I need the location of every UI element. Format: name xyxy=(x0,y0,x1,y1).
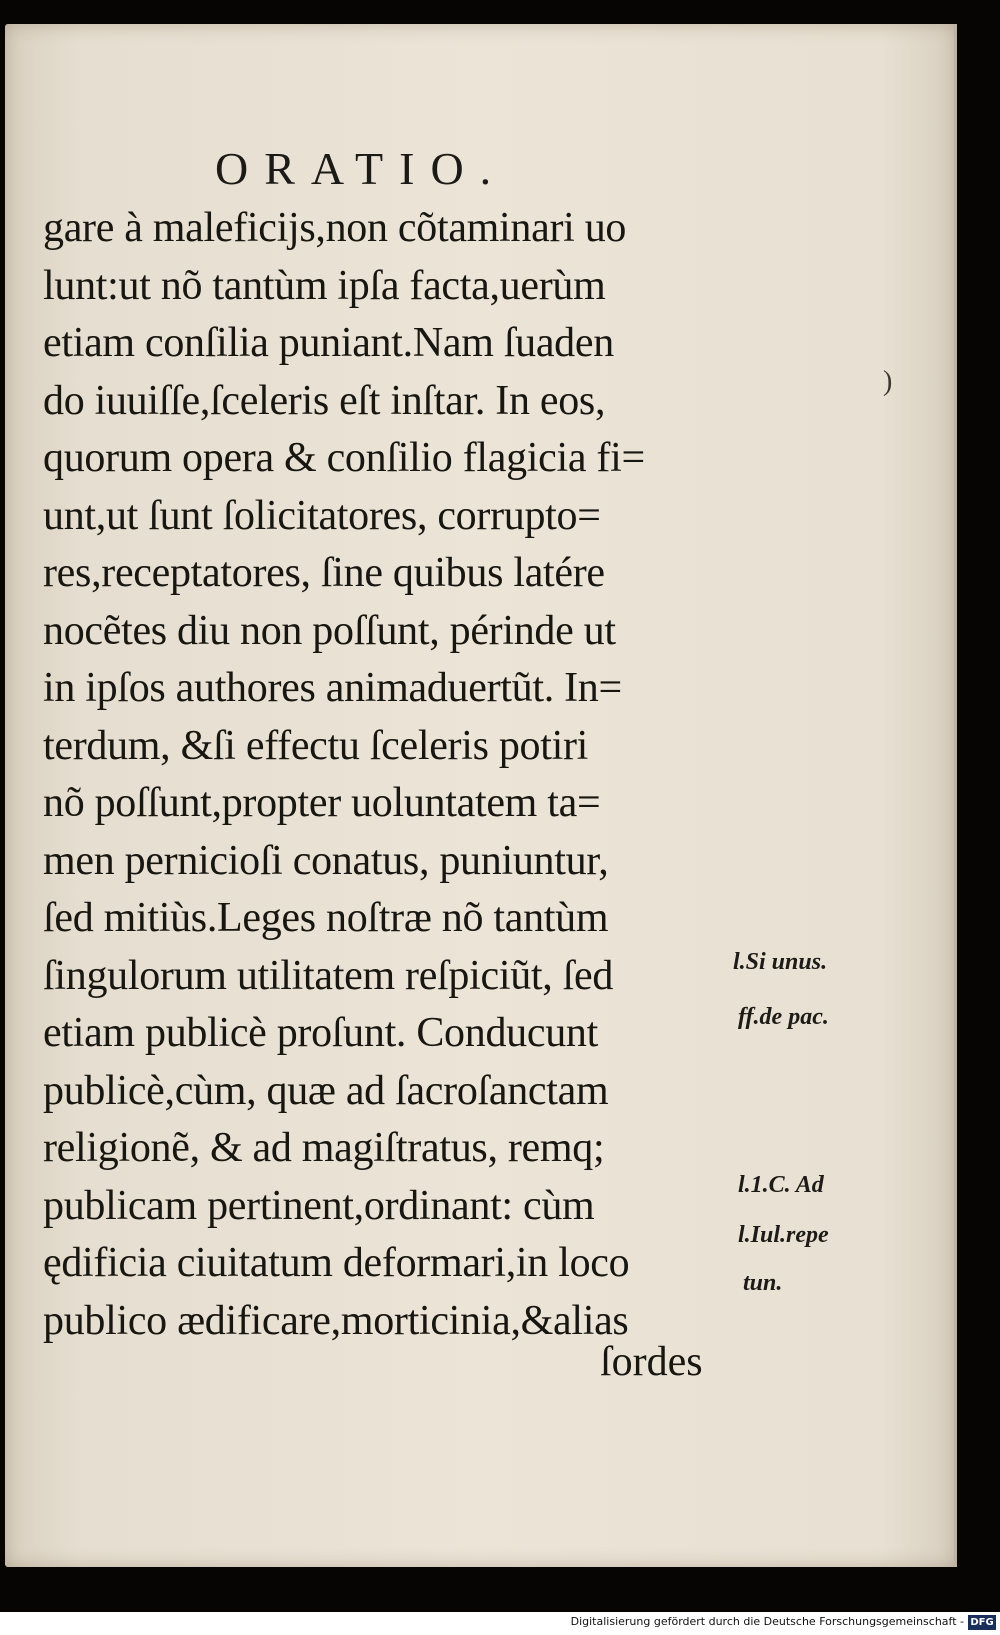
text-line: publicè,cùm, quæ ad ſacroſanctam xyxy=(43,1067,609,1114)
marginal-note: tun. xyxy=(743,1270,783,1296)
text-line: nõ poſſunt,propter uoluntatem ta= xyxy=(43,780,601,826)
text-line: publico ædificare,morticinia,&alias xyxy=(43,1297,629,1344)
dfg-logo: DFG xyxy=(968,1615,996,1630)
book-page xyxy=(5,24,957,1567)
text-line: etiam conſilia puniant.Nam ſuaden xyxy=(43,320,614,366)
text-line: lunt:ut nõ tantùm ipſa facta,uerùm xyxy=(43,262,606,309)
text-line: unt,ut ſunt ſolicitatores, corrupto= xyxy=(43,492,601,539)
text-line: men pernicioſi conatus, puniuntur, xyxy=(43,837,609,884)
text-line: publicam pertinent,ordinant: cùm xyxy=(43,1182,595,1229)
text-line: ſingulorum utilitatem reſpiciũt, ſed xyxy=(43,952,614,999)
text-line: ędificia ciuitatum deformari,in loco xyxy=(43,1240,630,1286)
text-line: res,receptatores, ſine quibus latére xyxy=(43,550,605,596)
text-line: do iuuiſſe,ſceleris eſt inſtar. In eos, xyxy=(43,377,606,424)
text-line: in ipſos authores animaduertũt. In= xyxy=(43,665,622,711)
page-edge xyxy=(954,24,957,1567)
margin-mark: ) xyxy=(883,366,893,397)
text-line: terdum, &ſi effectu ſceleris potiri xyxy=(43,722,589,769)
main-text-block xyxy=(43,200,733,1350)
marginal-note: ff.de pac. xyxy=(738,1004,829,1030)
catchword: ſordes xyxy=(600,1339,703,1385)
running-head: ORATIO. xyxy=(215,143,508,194)
text-line: etiam publicè proſunt. Conducunt xyxy=(43,1010,598,1056)
text-line: quorum opera & conſilio flagicia fi= xyxy=(43,435,645,481)
digitization-footer xyxy=(0,1612,1000,1635)
marginal-note: l.Si unus. xyxy=(733,949,828,975)
text-line: ſed mitiùs.Leges noſtræ nõ tantùm xyxy=(43,895,609,941)
marginal-note: l.1.C. Ad xyxy=(738,1172,824,1198)
text-line: nocẽtes diu non poſſunt, périnde ut xyxy=(43,607,616,654)
text-line: religionẽ, & ad magiſtratus, remq; xyxy=(43,1125,605,1171)
text-line: gare à maleficijs,non cõtaminari uo xyxy=(43,205,627,251)
funding-credit: Digitalisierung gefördert durch die Deutsche Forschungsgemeinschaft - xyxy=(570,1615,964,1628)
marginal-note: l.Iul.repe xyxy=(738,1222,829,1248)
